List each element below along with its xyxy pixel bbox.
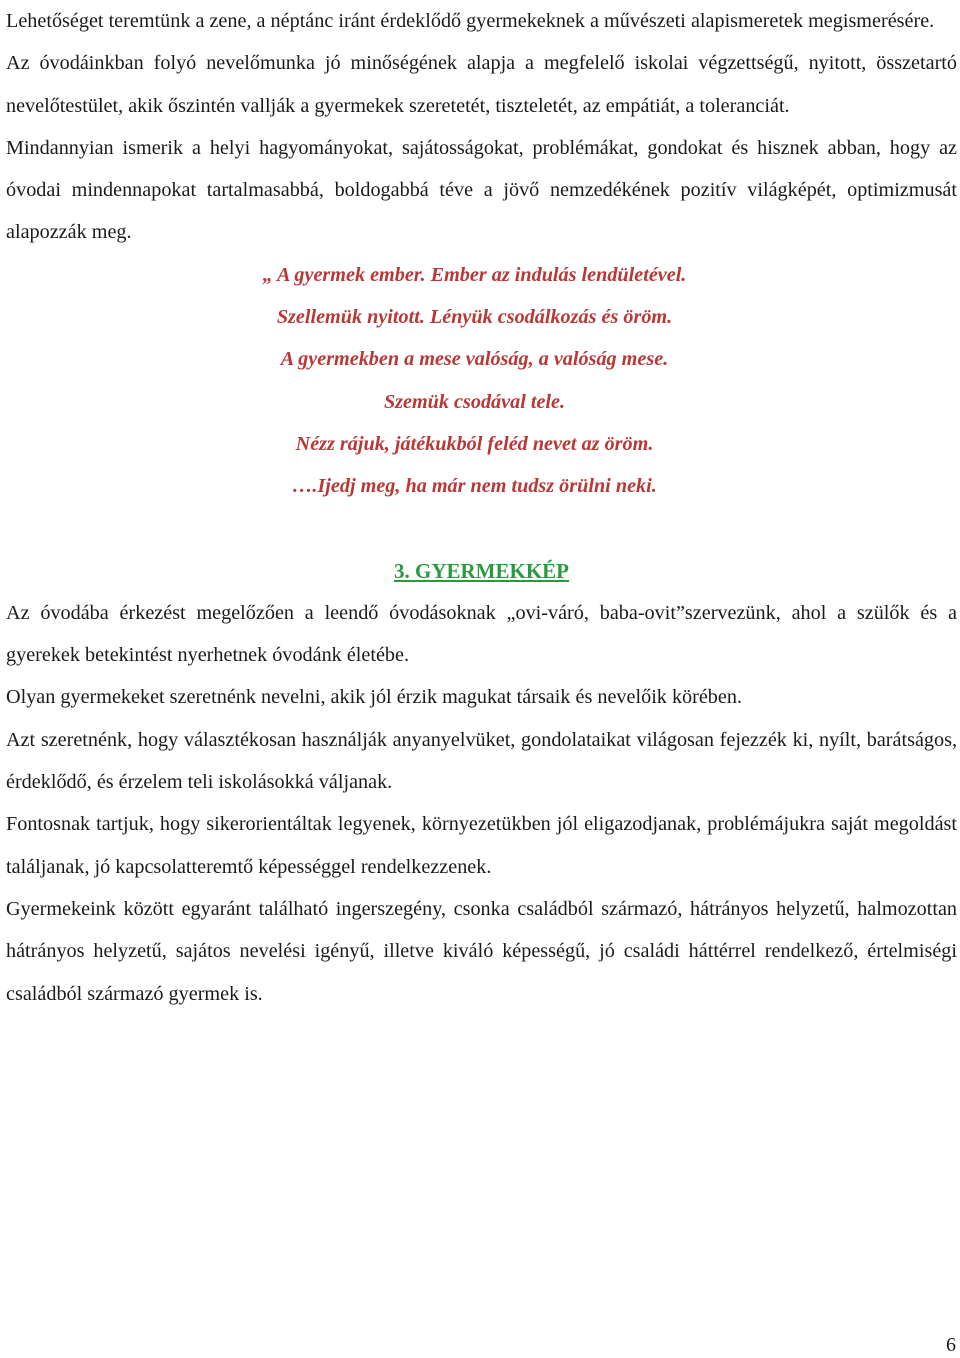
poem-line: Szellemük nyitott. Lényük csodálkozás és öröm. [276,306,673,329]
poem-line: ….Ijedj meg, ha már nem tudsz örülni neki. [292,475,657,498]
document-page [6,0,957,1015]
paragraph-preschool-arrival: Az óvodába érkezést megelőzően a leendő óvodásoknak „ovi-váró, baba-ovit”szervezünk, ahol a szülők és a gyerekek betekintést nyerhetnek óvodánk életébe. [6,601,957,667]
poem-line: Szemük csodával tele. [383,390,566,413]
page-number: 6 [946,1334,956,1356]
poem-quote [0,254,950,508]
paragraph-children-comfort: Olyan gyermekeket szeretnénk nevelni, akik jól érzik magukat társaik és nevelőik körében. [6,686,743,709]
section-heading: 3. GYERMEKKÉP [393,558,569,583]
paragraph-teaching-staff: Az óvodáinkban folyó nevelőmunka jó minőségének alapja a megfelelő iskolai végzettségű, nyitott, összetartó nevelőtestület, akik őszintén vallják a gyermekek szeretetét, tiszteletét, az empátiát, a toleranciát. [6,52,957,117]
paragraph-language-use: Azt szeretnénk, hogy választékosan használják anyanyelvüket, gondolataikat világosan fejezzék ki, nyílt, barátságos, érdeklődő, és érzelem teli iskolásokká váljanak. [6,728,957,794]
paragraph-children-backgrounds: Gyermekeink között egyaránt található ingerszegény, csonka családból származó, hátrányos helyzetű, halmozottan hátrányos helyzetű, sajátos nevelési igényű, illetve kiváló képességű, jó családi háttérrel rendelkező, értelmiségi családból származó gyermek is. [6,897,957,1005]
paragraph-music-dance: Lehetőséget teremtünk a zene, a néptánc iránt érdeklődő gyermekeknek a művészeti alapismeretek megismerésére. [6,10,935,32]
paragraph-local-traditions: Mindannyian ismerik a helyi hagyományokat, sajátosságokat, problémákat, gondokat és hisznek abban, hogy az óvodai mindennapokat tartalmasabbá, boldogabbá téve a jövő nemzedékének pozitív világképét, optimizmusát alapozzák meg. [6,136,957,244]
paragraph-success-orientation: Fontosnak tartjuk, hogy sikerorientáltak legyenek, környezetükben jól eligazodjanak, problémájukra saját megoldást találjanak, jó kapcsolatteremtő képességgel rendelkezzenek. [6,813,957,878]
poem-line: A gyermekben a mese valóság, a valóság mese. [280,348,669,371]
poem-line: Nézz rájuk, játékukból feléd nevet az öröm. [295,432,654,455]
poem-line: „ A gyermek ember. Ember az indulás lendületével. [262,263,687,286]
